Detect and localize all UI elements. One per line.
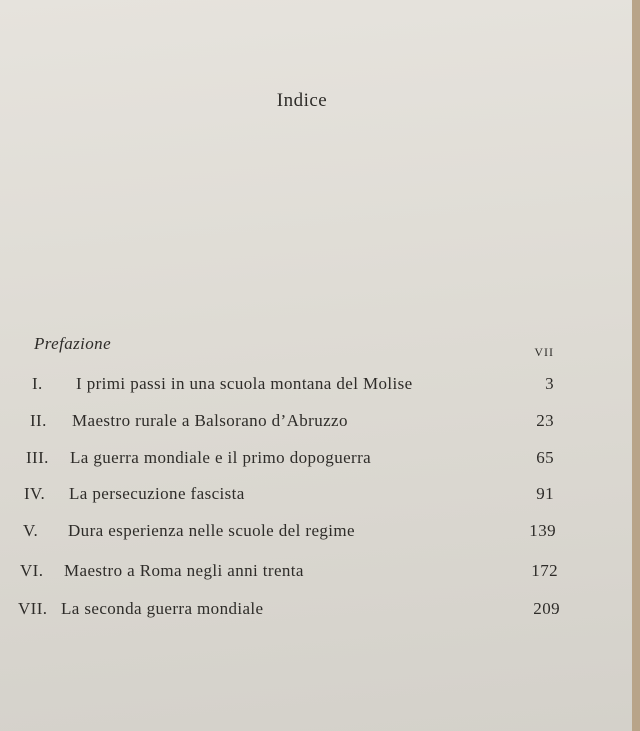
chapter-page: 91 [536, 484, 554, 503]
chapter-numeral: III. [26, 448, 49, 467]
chapter-page: 172 [531, 561, 558, 580]
chapter-title: La seconda guerra mondiale [61, 599, 264, 618]
chapter-numeral: IV. [24, 484, 46, 503]
toc-entry-chapter-1 [32, 372, 554, 396]
toc-entry-chapter-6 [20, 559, 558, 583]
toc-entry-chapter-3 [26, 446, 554, 470]
toc-entry-page: VII [534, 345, 554, 359]
chapter-numeral: I. [32, 374, 43, 393]
chapter-numeral: V. [23, 521, 39, 540]
chapter-numeral: II. [30, 411, 47, 430]
toc-entry-preface [34, 332, 554, 359]
toc-entry-chapter-4 [24, 482, 554, 506]
chapter-numeral: VI. [20, 561, 44, 580]
toc-entry-chapter-2 [30, 409, 554, 433]
toc-entry-chapter-7 [18, 597, 560, 621]
page-edge [632, 0, 640, 731]
chapter-page: 23 [536, 411, 554, 430]
chapter-title: La persecuzione fascista [69, 484, 245, 503]
toc-entry-chapter-5 [23, 519, 556, 543]
chapter-page: 3 [545, 374, 554, 393]
chapter-title: Maestro rurale a Balsorano d’Abruzzo [72, 411, 348, 430]
toc-entry-label: Prefazione [34, 334, 112, 353]
chapter-title: I primi passi in una scuola montana del Molise [76, 374, 413, 393]
chapter-numeral: VII. [18, 599, 48, 618]
chapter-page: 209 [533, 599, 560, 618]
page-title: Indice [276, 90, 328, 111]
chapter-page: 139 [529, 521, 556, 540]
chapter-title: La guerra mondiale e il primo dopoguerra [70, 448, 372, 467]
chapter-title: Dura esperienza nelle scuole del regime [68, 521, 355, 540]
chapter-title: Maestro a Roma negli anni trenta [64, 561, 304, 580]
chapter-page: 65 [536, 448, 554, 467]
